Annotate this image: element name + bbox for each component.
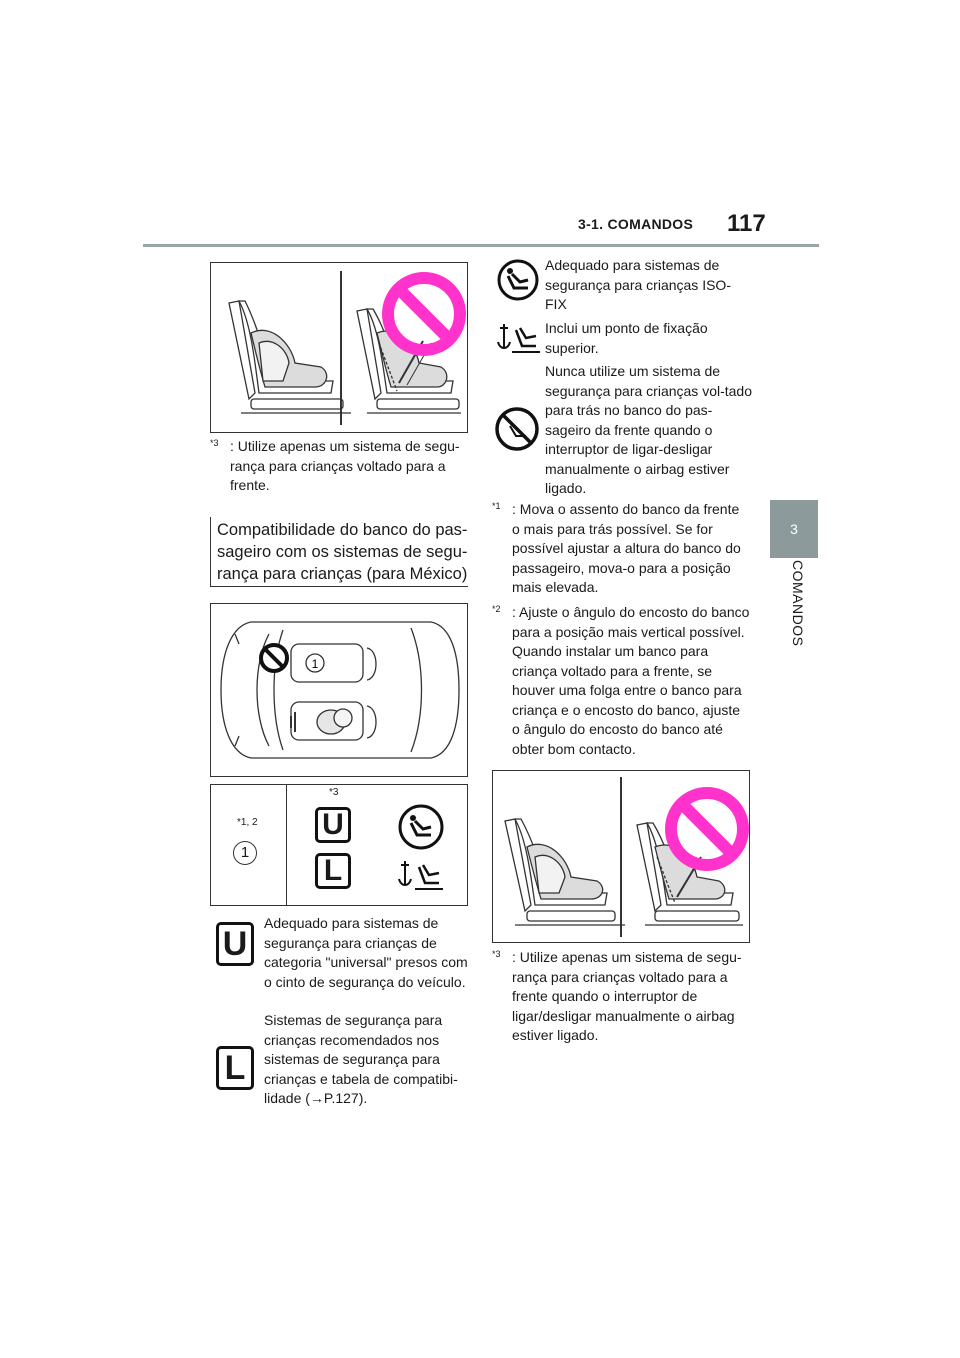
- compat-heading: Compatibilidade do banco do pas-sageiro com os sistemas de segu-rança para crianças (para México): [210, 517, 468, 587]
- diagram-seat-number: 1: [311, 657, 319, 671]
- table-divider: [286, 785, 287, 905]
- legend-u-badge: U: [216, 922, 254, 966]
- right-note-1: $^{*1}$ : Mova o assento do banco da frente o mais para trás possível. Se for possível ajustar a altura do banco do passageiro, mova-o para a posição mais elevada.: [492, 501, 741, 595]
- seat-illustration-bottom: [492, 770, 750, 943]
- col2-note: *3: [329, 787, 339, 798]
- child-seat-drawing: [211, 263, 467, 432]
- chapter-tab-label: COMANDOS: [790, 560, 806, 647]
- l-badge: L: [315, 853, 351, 889]
- right-note-3: $^{*3}$ : Utilize apenas um sistema de segu-rança para crianças voltado para a frente quando o interruptor de ligar/desligar manualmente o airbag estiver ligado.: [492, 949, 742, 1043]
- legend-l-text: Sistemas de segurança para crianças recomendados nos sistemas de segurança para crianças e tabela de compatibi-lidade (→P.127).: [264, 1012, 458, 1106]
- legend-isofix-text: Adequado para sistemas de segurança para crianças ISO-FIX: [545, 257, 731, 312]
- legend-u-text: Adequado para sistemas de segurança para crianças de categoria "universal" presos com o cinto de segurança do veículo.: [264, 915, 468, 990]
- section-title: 3-1. COMANDOS: [578, 216, 694, 232]
- legend-top-tether-text: Inclui um ponto de fixação superior.: [545, 320, 708, 356]
- left-note-3: $^{*3}$ : Utilize apenas um sistema de segu-rança para crianças voltado para a frente.: [210, 438, 460, 493]
- right-note-2: $^{*2}$ : Ajuste o ângulo do encosto do banco para a posição mais vertical possível. Quando instalar um banco para criança voltado para a frente, se houver uma folga entre o banco para criança e o encosto do banco, ajuste o ângulo do encosto do banco até obter bom contacto.: [492, 604, 750, 757]
- prohibition-icon: [388, 278, 460, 350]
- chapter-tab: 3: [770, 500, 818, 558]
- top-tether-legend-icon: [494, 320, 542, 358]
- page-number: 117: [727, 210, 766, 237]
- isofix-icon: [397, 803, 445, 851]
- top-tether-icon: [395, 855, 447, 895]
- compat-table: [210, 784, 468, 906]
- no-rear-facing-icon: [494, 406, 540, 452]
- prohibition-icon: [671, 793, 743, 865]
- universal-badge: U: [315, 807, 351, 843]
- legend-no-rear-text: Nunca utilize um sistema de segurança para crianças vol-tado para trás no banco do pas-sageiro da frente quando o interruptor de ligar-desligar manualmente o airbag estiver ligado.: [545, 363, 753, 496]
- header-rule: [143, 244, 819, 247]
- col1-note: *1, 2: [237, 817, 258, 828]
- legend-l-badge: L: [216, 1046, 254, 1090]
- isofix-legend-icon: [496, 258, 540, 302]
- car-diagram: [210, 603, 468, 777]
- seat-illustration-top: [210, 262, 468, 433]
- col1-seat-number: 1: [233, 841, 257, 865]
